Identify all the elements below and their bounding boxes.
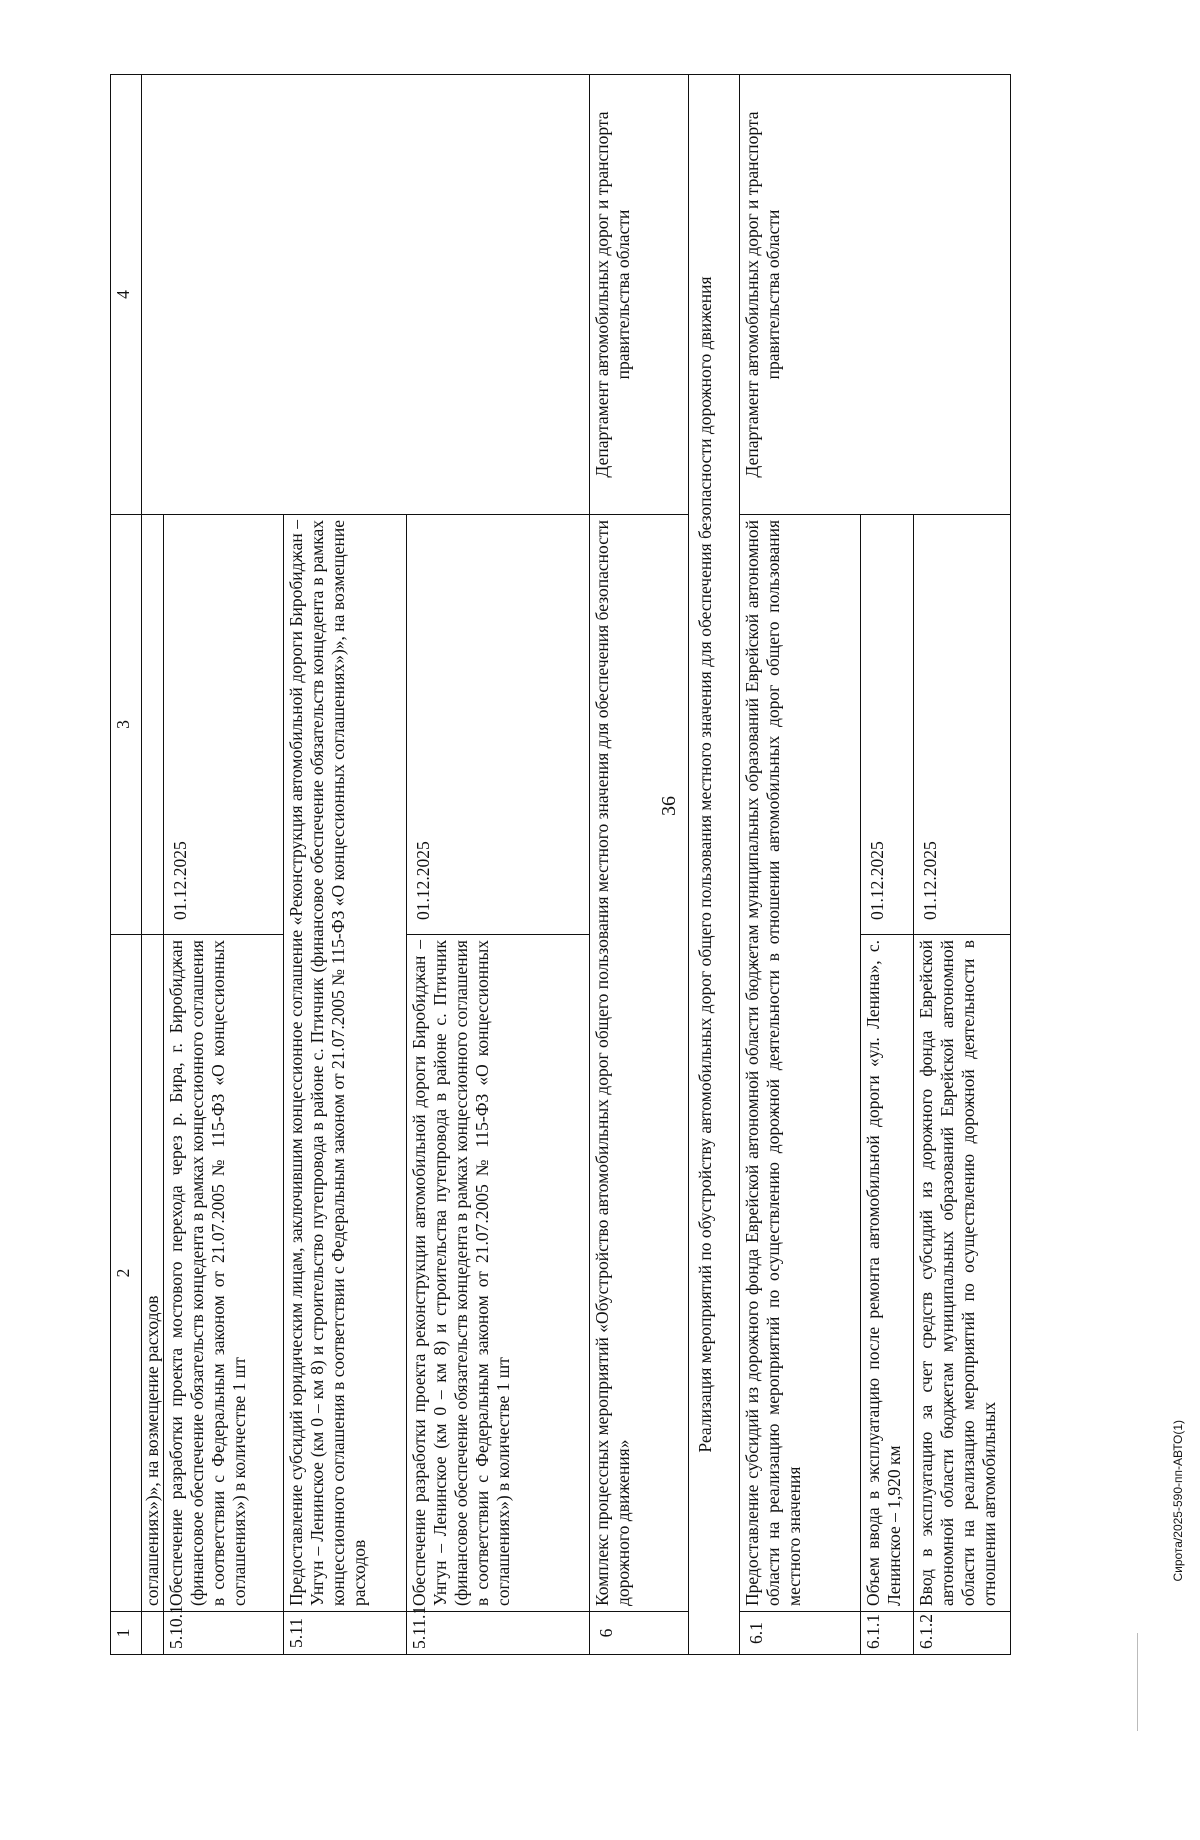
row-text: Обеспечение разработки проекта реконструкции автомобильной дороги Биробиджан – Унгун – Ленинское (км 0 – км 8) и строительства путепровода в районе с. Птичник (финансовое обеспечение обязательств концедента в рамках концессионного соглашения в соответствии с Федеральным законом от 21.07.2005 № 115-ФЗ «О концессионных соглашениях») в количестве 1 шт bbox=[407, 935, 590, 1612]
header-cell-2: 2 bbox=[111, 935, 142, 1612]
row-date bbox=[142, 515, 164, 935]
row-number bbox=[142, 1612, 164, 1655]
row-date: 01.12.2025 bbox=[861, 515, 914, 935]
header-cell-4: 4 bbox=[111, 75, 142, 515]
header-cell-1: 1 bbox=[111, 1612, 142, 1655]
row-dept: Департамент автомобильных дорог и транспорта правительства области bbox=[590, 75, 689, 515]
activities-table bbox=[110, 74, 1011, 1655]
row-dept-empty bbox=[142, 75, 590, 515]
section-row bbox=[689, 75, 740, 1655]
header-cell-3: 3 bbox=[111, 515, 142, 935]
table-row bbox=[740, 75, 861, 1655]
row-text: Предоставление субсидий юридическим лицам, заключившим концессионное соглашение «Реконструкция автомобильной дороги Биробиджан – Унгун – Ленинское (км 0 – км 8) и строительство путепровода в районе с. Птичник (финансовое обеспечение обязательств концедента в рамках концессионного соглашения в соответствии с Федеральным законом от 21.07.2005 № 115-ФЗ «О концессионных соглашениях»)», на возмещение расходов bbox=[284, 515, 407, 1612]
row-number: 5.10.1 bbox=[164, 1612, 284, 1655]
table-row bbox=[590, 75, 689, 1655]
row-text: Обеспечение разработки проекта мостового перехода через р. Бира, г. Биробиджан (финансовое обеспечение обязательств концедента в рамках концессионного соглашения в соответствии с Федеральным законом от 21.07.2005 № 115-ФЗ «О концессионных соглашениях») в количестве 1 шт bbox=[164, 935, 284, 1612]
row-number: 6.1 bbox=[740, 1612, 861, 1655]
row-date: 01.12.2025 bbox=[914, 515, 1011, 935]
row-text: соглашениях»)», на возмещение расходов bbox=[142, 935, 164, 1612]
row-number: 5.11.1 bbox=[407, 1612, 590, 1655]
row-text: Предоставление субсидий из дорожного фонда Еврейской автономной области бюджетам муниципальных образований Еврейской автономной области на реализацию мероприятий по осуществлению дорожной деятельности в отношении автомобильных дорог общего пользования местного значения bbox=[740, 515, 861, 1612]
row-number: 5.11 bbox=[284, 1612, 407, 1655]
table-row bbox=[142, 75, 164, 1655]
section-heading: Реализация мероприятий по обустройству автомобильных дорог общего пользования местного значения для обеспечения безопасности дорожного движения bbox=[689, 75, 740, 1655]
row-text: Объем ввода в эксплуатацию после ремонта автомобильной дороги «ул. Ленина», с. Ленинское – 1,920 км bbox=[861, 935, 914, 1612]
row-number: 6.1.2 bbox=[914, 1612, 1011, 1655]
scan-mark bbox=[1137, 1633, 1138, 1731]
row-number: 6 bbox=[590, 1612, 689, 1655]
document-code: Сирота/2025-590-пп-АВТО(1) bbox=[1171, 1420, 1185, 1582]
row-number: 6.1.1 bbox=[861, 1612, 914, 1655]
page-number: 36 bbox=[658, 796, 680, 816]
row-dept: Департамент автомобильных дорог и транспорта правительства области bbox=[740, 75, 1011, 515]
rotated-table-container bbox=[110, 75, 1160, 1655]
table-header-row bbox=[111, 75, 142, 1655]
row-date: 01.12.2025 bbox=[164, 515, 284, 935]
row-text: Ввод в эксплуатацию за счет средств субсидий из дорожного фонда Еврейской автономной области бюджетам муниципальных образований Еврейской автономной области на реализацию мероприятий по осуществлению дорожной деятельности в отношении автомобильных bbox=[914, 935, 1011, 1612]
row-text: Комплекс процессных мероприятий «Обустройство автомобильных дорог общего пользования местного значения для обеспечения безопасности дорожного движения» bbox=[590, 515, 689, 1612]
row-date: 01.12.2025 bbox=[407, 515, 590, 935]
